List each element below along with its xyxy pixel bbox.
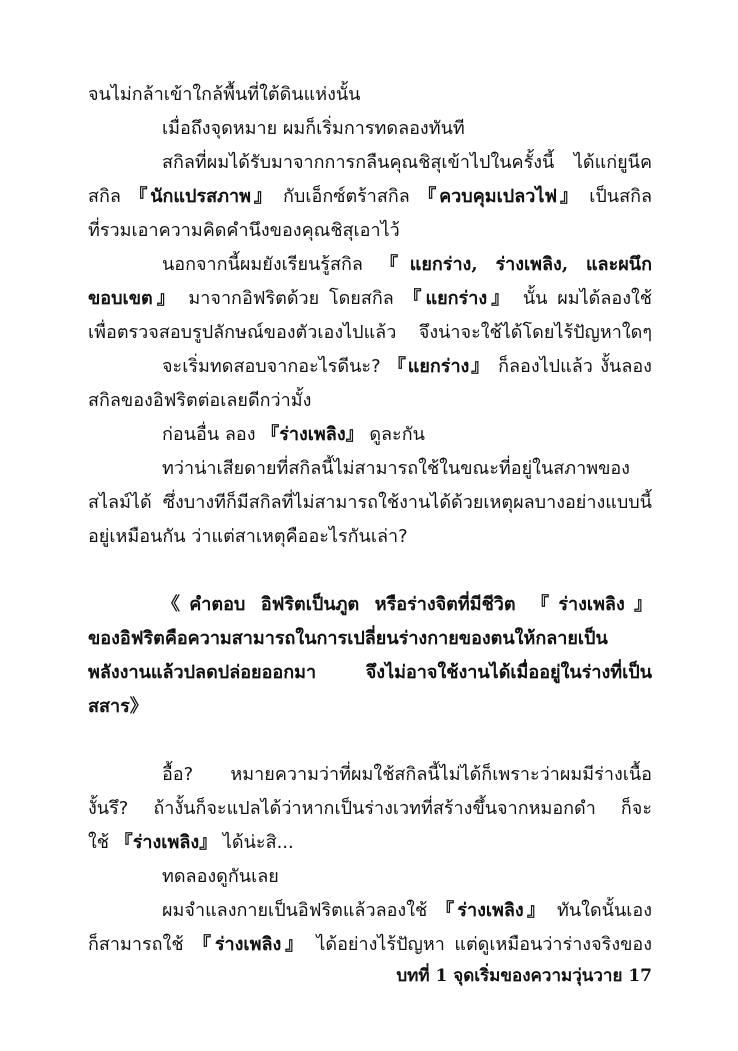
skill-name: ขอบเขต』	[88, 288, 179, 309]
text-line: จะเริ่มทดสอบจากอะไรดีนะ? 『แยกร่าง』 ก็ลองไปแล้ว งั้นลอง	[162, 356, 652, 377]
text-line: ที่รวมเอาความคิดคำนึงของคุณชิสุเอาไว้	[88, 220, 400, 241]
text-line: ทดลองดูกันเลย	[162, 866, 279, 887]
text-line: อื้อ? หมายความว่าที่ผมใช้สกิลนี้ไม่ได้ก็เพราะว่าผมมีร่างเนื้อ	[162, 764, 652, 785]
text-line: ก่อนอื่น ลอง 『ร่างเพลิง』 ดูละกัน	[162, 424, 425, 445]
text-line: ก็สามารถใช้ 『ร่างเพลิง』 ได้อย่างไร้ปัญหา แต่ดูเหมือนว่าร่างจริงของ	[88, 934, 652, 955]
text-line: เมื่อถึงจุดหมาย ผมก็เริ่มการทดลองทันที	[162, 118, 465, 139]
text-line: สกิล 『นักแปรสภาพ』 กับเอ็กซ์ตร้าสกิล 『ควบคุมเปลวไฟ』 เป็นสกิล	[88, 186, 652, 207]
answer-block-line: ของอิฟริตคือความสามารถในการเปลี่ยนร่างกายของตนให้กลายเป็น	[88, 628, 608, 649]
text-line: สกิลของอิฟริตต่อเลยดีกว่ามั้ง	[88, 390, 312, 411]
skill-name: 『ร่างเพลิง』	[436, 900, 549, 921]
text-line: จนไม่กล้าเข้าใกล้พื้นที่ใต้ดินแห่งนั้น	[88, 84, 361, 105]
text-line: นอกจากนี้ผมยังเรียนรู้สกิล 『แยกร่าง, ร่างเพลิง, และผนึก	[162, 254, 652, 275]
text-line: อยู่เหมือนกัน ว่าแต่สาเหตุคืออะไรกันเล่า?	[88, 526, 408, 547]
text-line: เพื่อตรวจสอบรูปลักษณ์ของตัวเองไปแล้ว จึงน่าจะใช้ได้โดยไร้ปัญหาใดๆ	[88, 322, 652, 343]
skill-name: 『แยกร่าง』	[388, 356, 491, 377]
page-body	[88, 78, 652, 962]
answer-block-line: พลังงานแล้วปลดปล่อยออกมา จึงไม่อาจใช้งานได้เมื่ออยู่ในร่างที่เป็น	[88, 662, 652, 683]
text-line: สกิลที่ผมได้รับมาจากการกลืนคุณชิสุเข้าไปในครั้งนี้ ได้แก่ยูนีค	[162, 152, 652, 173]
skill-name: 『แยกร่าง, ร่างเพลิง, และผนึก	[380, 254, 652, 275]
text-line: ผมจำแลงกายเป็นอิฟริตแล้วลองใช้ 『ร่างเพลิง』 ทันใดนั้นเอง	[162, 900, 652, 921]
text-line: ใช้ 『ร่างเพลิง』 ได้น่ะสิ...	[88, 832, 294, 853]
skill-name: 『ร่างเพลิง』	[261, 424, 364, 445]
skill-name: 『นักแปรสภาพ』	[129, 186, 275, 207]
skill-name: 『ร่างเพลิง』	[193, 934, 307, 955]
skill-name: 『ควบคุมเปลวไฟ』	[418, 186, 581, 207]
skill-name: 『ร่างเพลิง』	[114, 832, 218, 853]
page-footer: บทที่ 1 จุดเริ่มของความวุ่นวาย 17	[396, 966, 652, 986]
skill-name: 『แยกร่าง』	[403, 288, 514, 309]
answer-block-line: 《คำตอบ อิฟริตเป็นภูต หรือร่างจิตที่มีชีวิต 『ร่างเพลิง』	[162, 594, 652, 615]
text-line: งั้นรึ? ถ้างั้นก็จะแปลได้ว่าหากเป็นร่างเวทที่สร้างขึ้นจากหมอกดำ ก็จะ	[88, 798, 652, 819]
text-line: สไลม์ได้ ซึ่งบางทีก็มีสกิลที่ไม่สามารถใช้งานได้ด้วยเหตุผลบางอย่างแบบนี้	[88, 492, 652, 513]
answer-block-line: สสาร》	[88, 696, 148, 717]
text-line: ทว่าน่าเสียดายที่สกิลนี้ไม่สามารถใช้ในขณะที่อยู่ในสภาพของ	[162, 458, 630, 479]
text-line: ขอบเขต』 มาจากอิฟริตด้วย โดยสกิล 『แยกร่าง』 นั้น ผมได้ลองใช้	[88, 288, 652, 309]
